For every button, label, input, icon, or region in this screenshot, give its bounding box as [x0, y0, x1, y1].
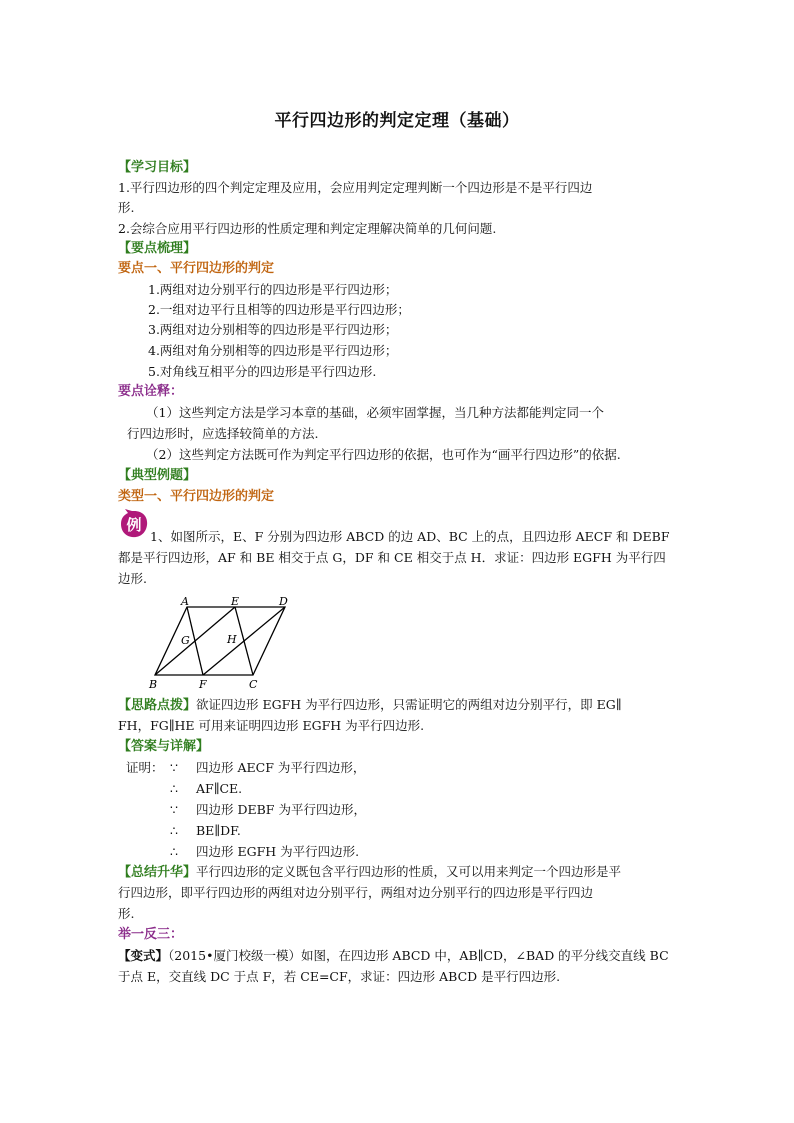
criterion-2: 2.一组对边平行且相等的四边形是平行四边形； [148, 302, 410, 317]
summary-text-a: 平行四边形的定义既包含平行四边形的性质，又可以用来判定一个四边形是平 [196, 864, 622, 879]
summary-line-a [118, 862, 621, 883]
explain-1-line-a: （1）这些判定方法是学习本章的基础，必须牢固掌握，当几种方法都能判定同一个 [146, 405, 604, 420]
proof-step-4: BE∥DF. [196, 823, 241, 838]
explain-2: （2）这些判定方法既可作为判定平行四边形的依据，也可作为“画平行四边形”的依据. [146, 447, 621, 462]
example-question-line-b: 都是平行四边形，AF 和 BE 相交于点 G，DF 和 CE 相交于点 H．求证：四边形 EGFH 为平行四 [118, 550, 666, 565]
label-b: B [149, 678, 158, 691]
variant-line-a [118, 946, 669, 966]
goal-2: 2.会综合应用平行四边形的性质定理和判定定理解决简单的几何问题. [118, 221, 497, 236]
parallelogram-figure [145, 595, 295, 695]
proof-step-3: 四边形 DEBF 为平行四边形， [196, 802, 366, 817]
type-1-title: 类型一、平行四边形的判定 [118, 489, 275, 504]
label-f: F [199, 678, 207, 691]
key-points-header: 【要点梳理】 [118, 241, 197, 256]
proof-symbol-3: ∵ [170, 802, 178, 817]
segment-df [203, 607, 285, 675]
summary-label: 【总结升华】 [118, 865, 197, 880]
criterion-3: 3.两组对边分别相等的四边形是平行四边形； [148, 322, 398, 337]
criterion-5: 5.对角线互相平分的四边形是平行四边形. [148, 364, 377, 379]
label-g: G [181, 634, 190, 647]
parallelogram-abcd [155, 607, 285, 675]
criterion-1: 1.两组对边分别平行的四边形是平行四边形； [148, 282, 398, 297]
point-1-title: 要点一、平行四边形的判定 [118, 261, 275, 276]
variant-label: 【变式】 [118, 948, 169, 963]
proof-step-1: 四边形 AECF 为平行四边形， [196, 760, 366, 775]
proof-symbol-4: ∴ [170, 823, 178, 838]
example-question-line-c: 边形. [118, 571, 147, 586]
label-d: D [279, 595, 288, 608]
example-badge-icon [119, 509, 149, 539]
hint-line-a [118, 695, 622, 716]
examples-header: 【典型例题】 [118, 468, 197, 483]
goal-1-line-b: 形. [118, 200, 135, 215]
segment-eb [155, 607, 235, 675]
label-a: A [181, 595, 189, 608]
proof-symbol-5: ∴ [170, 844, 178, 859]
hint-label: 【思路点拨】 [118, 698, 197, 713]
variant-line-b: 于点 E，交直线 DC 于点 F，若 CE=CF，求证：四边形 ABCD 是平行四边形. [118, 969, 561, 984]
proof-step-5: 四边形 EGFH 为平行四边形. [196, 844, 360, 859]
explain-title: 要点诠释： [118, 384, 184, 399]
criterion-4: 4.两组对角分别相等的四边形是平行四边形； [148, 343, 398, 358]
example-badge-text: 例 [126, 516, 142, 534]
variant-text-a: （2015•厦门校级一模）如图，在四边形 ABCD 中，AB∥CD，∠BAD 的平分线交直线 BC [168, 948, 669, 963]
learning-goals-header: 【学习目标】 [118, 160, 197, 175]
label-c: C [249, 678, 258, 691]
example-question-line-a: 1、如图所示，E、F 分别为四边形 ABCD 的边 AD、BC 上的点，且四边形 AECF 和 DEBF [150, 529, 670, 544]
variant-header: 举一反三： [118, 927, 184, 942]
hint-text-a: 欲证四边形 EGFH 为平行四边形，只需证明它的两组对边分别平行，即 EG∥ [196, 697, 622, 712]
summary-line-b: 行四边形，即平行四边形的两组对边分别平行，两组对边分别平行的四边形是平行四边 [118, 885, 594, 900]
page-title: 平行四边形的判定定理（基础） [274, 111, 520, 131]
explain-1-line-b: 行四边形时，应选择较简单的方法. [127, 426, 319, 441]
proof-symbol-1: ∵ [170, 760, 178, 775]
goal-1-line-a: 1.平行四边形的四个判定定理及应用，会应用判定定理判断一个四边形是不是平行四边 [118, 180, 593, 195]
proof-step-2: AF∥CE. [196, 781, 243, 796]
summary-line-c: 形. [118, 906, 135, 921]
label-e: E [231, 595, 240, 608]
proof-symbol-2: ∴ [170, 781, 178, 796]
proof-label: 证明： [126, 760, 164, 775]
label-h: H [227, 633, 237, 646]
hint-line-b: FH，FG∥HE 可用来证明四边形 EGFH 为平行四边形. [118, 718, 425, 733]
answer-header: 【答案与详解】 [118, 739, 210, 754]
